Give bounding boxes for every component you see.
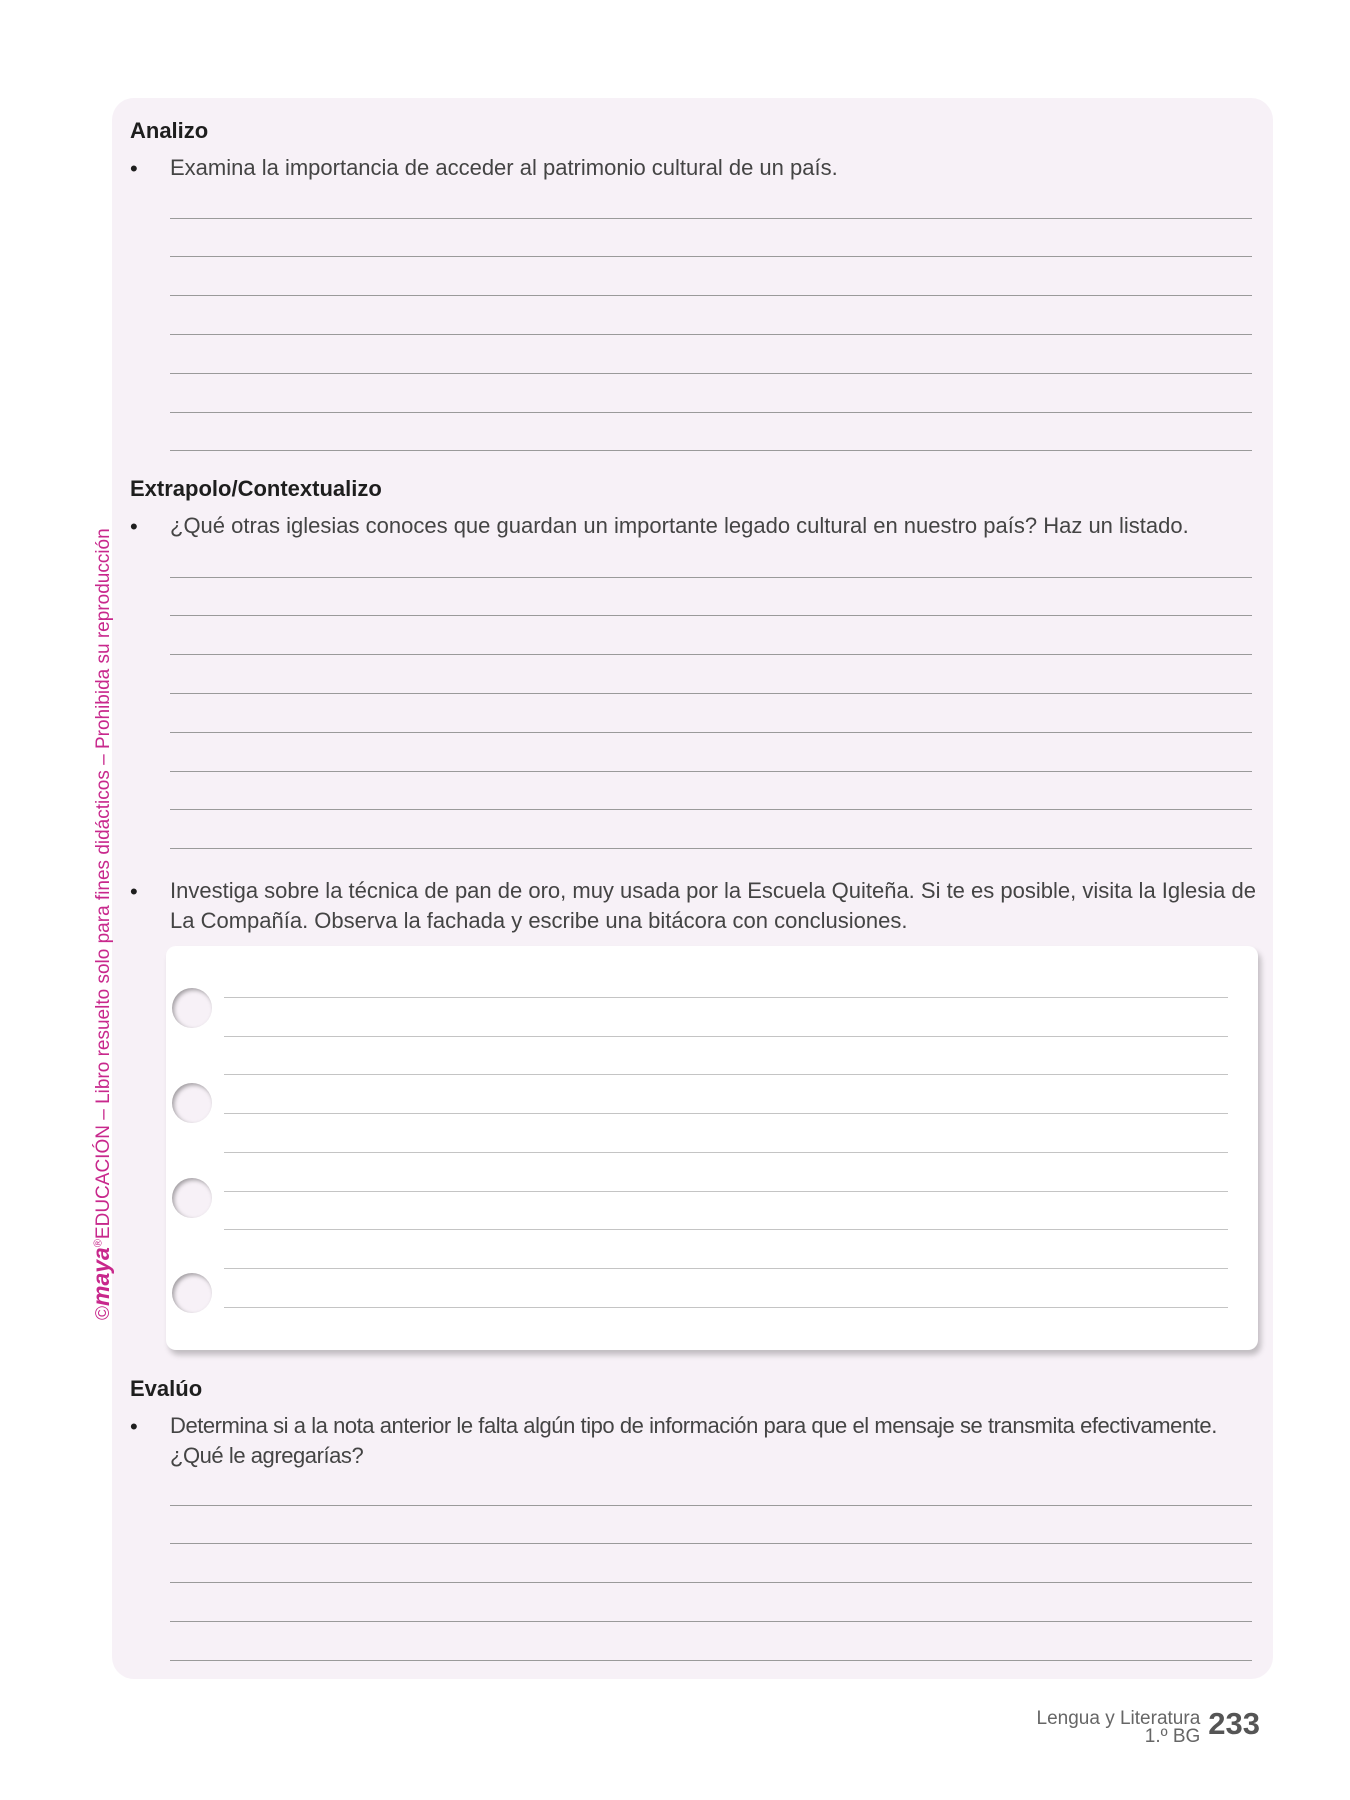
notebook-line[interactable]	[224, 1036, 1228, 1037]
question-extrapolo-1: ¿Qué otras iglesias conoces que guardan un importante legado cultural en nuestro país? Haz un listado.	[170, 513, 1189, 538]
answer-line[interactable]	[170, 732, 1252, 733]
answer-line[interactable]	[170, 450, 1252, 451]
binder-hole-icon	[172, 1273, 212, 1313]
footer-grade: 1.º BG	[1144, 1726, 1201, 1747]
answer-line[interactable]	[170, 373, 1252, 374]
bullet-marker: •	[130, 1414, 138, 1439]
copyright-side-notice	[88, 528, 115, 1320]
binder-hole-icon	[172, 1083, 212, 1123]
answer-line[interactable]	[170, 809, 1252, 810]
bullet-marker: •	[130, 156, 138, 181]
notebook-line[interactable]	[224, 1268, 1228, 1269]
registered-mark: ®	[92, 1239, 105, 1248]
answer-line[interactable]	[170, 295, 1252, 296]
binder-hole-icon	[172, 1178, 212, 1218]
answer-line[interactable]	[170, 1505, 1252, 1506]
question-evaluo: Determina si a la nota anterior le falta algún tipo de información para que el mensaje se transmita efectivamente. ¿Qué le agregarías?	[170, 1413, 1217, 1468]
page-number: 233	[1208, 1706, 1260, 1741]
notebook-line[interactable]	[224, 1152, 1228, 1153]
answer-line[interactable]	[170, 256, 1252, 257]
maya-logo: maya	[88, 1247, 114, 1306]
binder-hole-icon	[172, 988, 212, 1028]
answer-line[interactable]	[170, 412, 1252, 413]
heading-evaluo: Evalúo	[130, 1376, 203, 1401]
footer-titles	[1037, 1710, 1201, 1746]
notebook-line[interactable]	[224, 1191, 1228, 1192]
side-notice-text: EDUCACIÓN – Libro resuelto solo para fines didácticos – Prohibida su reproducción	[93, 528, 114, 1240]
notebook-line[interactable]	[224, 1113, 1228, 1114]
answer-line[interactable]	[170, 1582, 1252, 1583]
question-extrapolo-2: Investiga sobre la técnica de pan de oro, muy usada por la Escuela Quiteña. Si te es posible, visita la Iglesia de La Compañía. Observa la fachada y escribe una bitácora con conclusiones.	[170, 878, 1256, 933]
answer-line[interactable]	[170, 615, 1252, 616]
answer-line[interactable]	[170, 654, 1252, 655]
answer-line[interactable]	[170, 577, 1252, 578]
answer-line[interactable]	[170, 1660, 1252, 1661]
heading-analizo: Analizo	[130, 118, 209, 143]
answer-line[interactable]	[170, 334, 1252, 335]
answer-line[interactable]	[170, 771, 1252, 772]
bullet-marker: •	[130, 879, 138, 904]
answer-line[interactable]	[170, 848, 1252, 849]
answer-line[interactable]	[170, 218, 1252, 219]
page-footer	[1037, 1706, 1260, 1746]
notebook-line[interactable]	[224, 1229, 1228, 1230]
answer-line[interactable]	[170, 693, 1252, 694]
notebook-line[interactable]	[224, 1074, 1228, 1075]
answer-line[interactable]	[170, 1621, 1252, 1622]
copyright-symbol: ©	[93, 1306, 114, 1320]
notebook-line[interactable]	[224, 1307, 1228, 1308]
notebook-line[interactable]	[224, 997, 1228, 998]
answer-line[interactable]	[170, 1543, 1252, 1544]
question-analizo: Examina la importancia de acceder al patrimonio cultural de un país.	[170, 155, 838, 180]
bullet-marker: •	[130, 514, 138, 539]
heading-extrapolo: Extrapolo/Contextualizo	[130, 476, 382, 501]
footer-subject: Lengua y Literatura	[1036, 1708, 1201, 1729]
notebook-writing-area[interactable]	[166, 946, 1258, 1350]
